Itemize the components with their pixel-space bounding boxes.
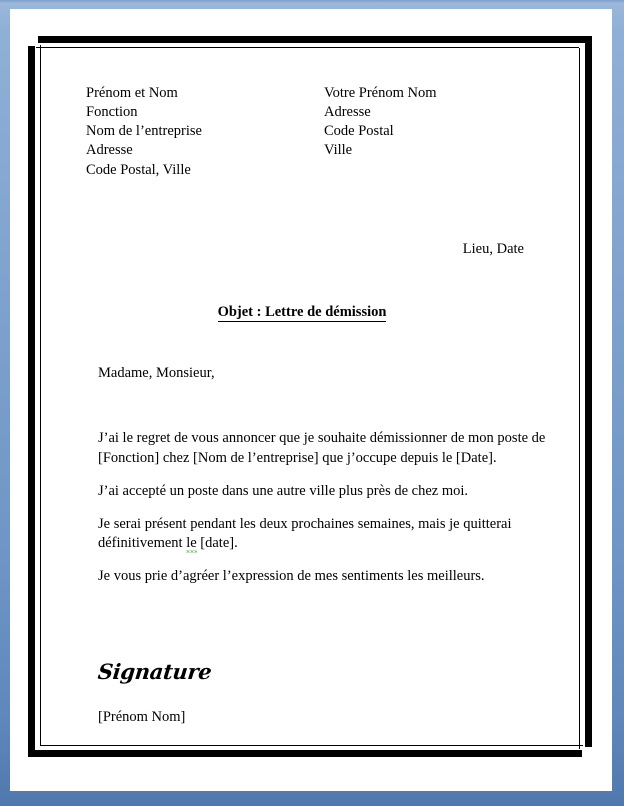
sender-line-street: Adresse (324, 104, 371, 121)
spellcheck-flagged-word: le (186, 534, 197, 551)
border-rule-left (40, 45, 41, 746)
body-paragraph-2: J’ai accepté un poste dans une autre ville plus près de chez moi. (98, 482, 469, 499)
body-paragraph-3 (98, 515, 546, 553)
place-and-date: Lieu, Date (462, 241, 524, 257)
address-section (86, 84, 556, 188)
signature-text: Signature (96, 659, 213, 685)
recipient-line-city: Code Postal, Ville (86, 161, 191, 178)
notice-text-before: Je serai présent pendant les deux prochaines semaines, mais je quitterai définitivement (98, 515, 512, 551)
salutation: Madame, Monsieur, (98, 365, 215, 382)
sender-line-city: Ville (324, 142, 353, 159)
border-bar-left (28, 46, 35, 757)
border-bar-bottom (28, 750, 582, 757)
sender-line-postcode: Code Postal (324, 123, 394, 140)
letter-body (86, 429, 546, 586)
border-rule-right (579, 48, 580, 749)
border-rule-top (36, 47, 579, 48)
recipient-line-street: Adresse (86, 142, 133, 159)
document-page (10, 9, 612, 791)
body-paragraph-4: Je vous prie d’agréer l’expression de mes sentiments les meilleurs. (98, 568, 485, 584)
signatory-name: [Prénom Nom] (98, 708, 186, 725)
subject-text: Objet : Lettre de démission (217, 304, 387, 321)
letter-content (86, 84, 556, 727)
recipient-line-role: Fonction (86, 104, 138, 121)
sender-line-name: Votre Prénom Nom (324, 85, 437, 101)
border-rule-bottom (40, 745, 583, 746)
recipient-address-block (86, 84, 202, 180)
border-bar-right (585, 36, 592, 747)
recipient-line-name: Prénom et Nom (86, 85, 178, 101)
body-paragraph-1: J’ai le regret de vous annoncer que je souhaite démissionner de mon poste de [Fonction] chez [Nom de l’entreprise] que j’occupe depuis le [Date]. (98, 430, 546, 466)
signature-area (86, 586, 556, 686)
recipient-line-company: Nom de l’entreprise (86, 123, 202, 140)
border-bar-top (38, 36, 592, 43)
subject-line (86, 303, 556, 322)
notice-text-after: [date]. (196, 534, 238, 551)
sender-address-block (324, 84, 437, 161)
